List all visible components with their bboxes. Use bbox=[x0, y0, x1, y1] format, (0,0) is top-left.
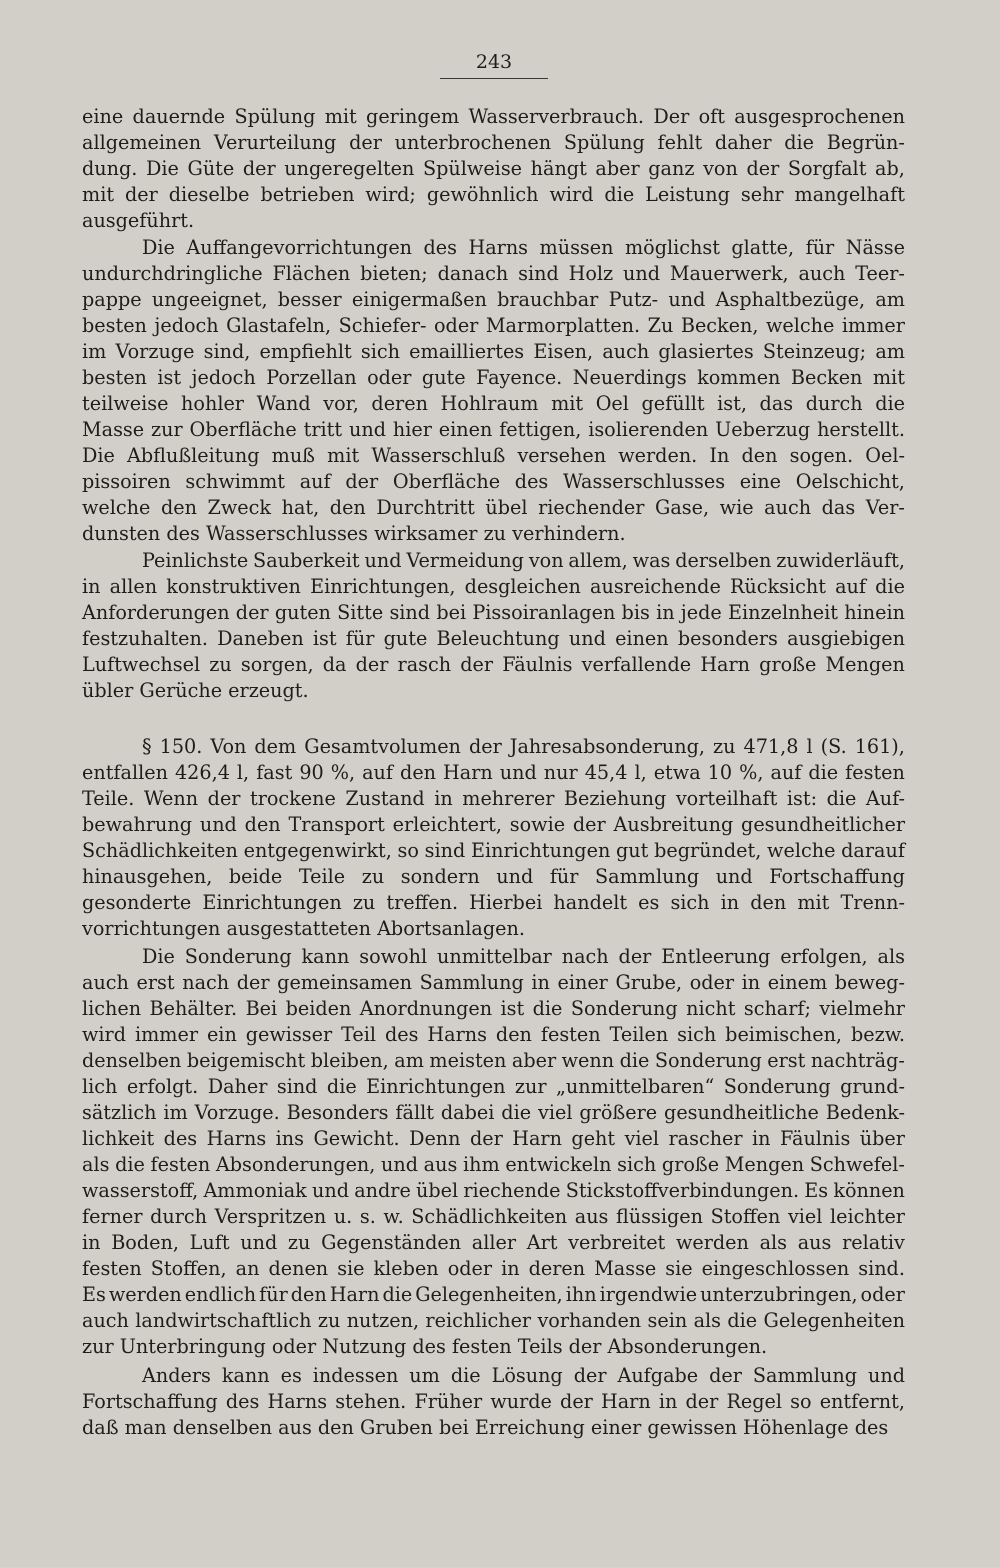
text-line: ferner durch Verspritzen u. s. w. Schädlichkeiten aus flüssigen Stoffen viel leichter bbox=[82, 1205, 905, 1228]
page-number: 243 bbox=[475, 51, 513, 73]
text-line: sätzlich im Vorzuge. Besonders fällt dabei die viel größere gesundheitliche Bedenk- bbox=[82, 1101, 905, 1124]
text-line: Die Abflußleitung muß mit Wasserschluß versehen werden. In den sogen. Oel- bbox=[82, 444, 905, 467]
text-line: teilweise hohler Wand vor, deren Hohlraum mit Oel gefüllt ist, das durch die bbox=[82, 392, 905, 415]
text-line: entfallen 426,4 l, fast 90 %, auf den Harn und nur 45,4 l, etwa 10 %, auf die festen bbox=[82, 761, 905, 784]
text-line: in Boden, Luft und zu Gegenständen aller Art verbreitet werden als aus relativ bbox=[82, 1231, 905, 1254]
text-line: Masse zur Oberfläche tritt und hier einen fettigen, isolierenden Ueberzug herstellt. bbox=[82, 418, 905, 441]
text-line: wird immer ein gewisser Teil des Harns den festen Teilen sich beimischen, bezw. bbox=[82, 1023, 905, 1046]
text-line: lichen Behälter. Bei beiden Anordnungen ist die Sonderung nicht scharf; vielmehr bbox=[82, 997, 905, 1020]
paragraph bbox=[82, 944, 905, 1360]
text-line: Die Auffangevorrichtungen des Harns müssen möglichst glatte, für Nässe bbox=[142, 236, 905, 259]
text-line: daß man denselben aus den Gruben bei Erreichung einer gewissen Höhenlage des bbox=[82, 1416, 889, 1439]
text-line: lichkeit des Harns ins Gewicht. Denn der Harn geht viel rascher in Fäulnis über bbox=[82, 1127, 905, 1150]
text-line: dunsten des Wasserschlusses wirksamer zu verhindern. bbox=[82, 522, 626, 545]
page-number-rule bbox=[440, 78, 548, 79]
text-line: pappe ungeeignet, besser einigermaßen brauchbar Putz- und Asphaltbezüge, am bbox=[82, 288, 905, 311]
paragraph bbox=[82, 734, 905, 942]
paragraph bbox=[82, 548, 905, 704]
text-line: gesonderte Einrichtungen zu treffen. Hierbei handelt es sich in den mit Trenn- bbox=[82, 891, 905, 914]
text-line: welche den Zweck hat, den Durchtritt übel riechender Gase, wie auch das Ver- bbox=[82, 496, 905, 519]
text-line: § 150. Von dem Gesamtvolumen der Jahresabsonderung, zu 471,8 l (S. 161), bbox=[142, 735, 905, 758]
text-line: Anders kann es indessen um die Lösung der Aufgabe der Sammlung und bbox=[142, 1364, 905, 1387]
paragraph bbox=[82, 235, 905, 547]
text-line: in allen konstruktiven Einrichtungen, desgleichen ausreichende Rücksicht auf die bbox=[82, 575, 905, 598]
text-line: bewahrung und den Transport erleichtert, sowie der Ausbreitung gesundheitlicher bbox=[82, 813, 905, 836]
text-line: zur Unterbringung oder Nutzung des festen Teils der Absonderungen. bbox=[82, 1335, 768, 1358]
text-line: besten ist jedoch Porzellan oder gute Fayence. Neuerdings kommen Becken mit bbox=[82, 366, 905, 389]
text-line: wasserstoff, Ammoniak und andre übel riechende Stickstoffverbindungen. Es können bbox=[82, 1179, 905, 1202]
text-line: Schädlichkeiten entgegenwirkt, so sind Einrichtungen gut begründet, welche darauf bbox=[82, 839, 905, 862]
text-line: denselben beigemischt bleiben, am meisten aber wenn die Sonderung erst nachträg- bbox=[82, 1049, 905, 1072]
text-line: Anforderungen der guten Sitte sind bei Pissoiranlagen bis in jede Einzelnheit hinein bbox=[82, 601, 905, 624]
text-line: auch erst nach der gemeinsamen Sammlung in einer Grube, oder in einem beweg- bbox=[82, 971, 905, 994]
text-line: lich erfolgt. Daher sind die Einrichtungen zur „unmittelbaren“ Sonderung grund- bbox=[82, 1075, 905, 1098]
text-line: Fortschaffung des Harns stehen. Früher wurde der Harn in der Regel so entfernt, bbox=[82, 1390, 905, 1413]
text-line: Die Sonderung kann sowohl unmittelbar nach der Entleerung erfolgen, als bbox=[142, 945, 905, 968]
text-line: auch landwirtschaftlich zu nutzen, reichlicher vorhanden sein als die Gelegenheiten bbox=[82, 1309, 905, 1332]
text-line: hinausgehen, beide Teile zu sondern und für Sammlung und Fortschaffung bbox=[82, 865, 905, 888]
text-line: ausgeführt. bbox=[82, 209, 195, 232]
text-line: Es werden endlich für den Harn die Gelegenheiten, ihn irgendwie unterzubringen, oder bbox=[82, 1283, 905, 1306]
text-line: Peinlichste Sauberkeit und Vermeidung von allem, was derselben zuwiderläuft, bbox=[142, 549, 905, 572]
text-line: mit der dieselbe betrieben wird; gewöhnlich wird die Leistung sehr mangelhaft bbox=[82, 183, 905, 206]
text-line: als die festen Absonderungen, und aus ihm entwickeln sich große Mengen Schwefel- bbox=[82, 1153, 905, 1176]
text-line: im Vorzuge sind, empfiehlt sich emailliertes Eisen, auch glasiertes Steinzeug; am bbox=[82, 340, 905, 363]
text-line: undurchdringliche Flächen bieten; danach sind Holz und Mauerwerk, auch Teer- bbox=[82, 262, 905, 285]
text-line: Luftwechsel zu sorgen, da der rasch der Fäulnis verfallende Harn große Mengen bbox=[82, 653, 905, 676]
text-line: dung. Die Güte der ungeregelten Spülweise hängt aber ganz von der Sorgfalt ab, bbox=[82, 157, 905, 180]
text-line: übler Gerüche erzeugt. bbox=[82, 679, 309, 702]
text-line: eine dauernde Spülung mit geringem Wasserverbrauch. Der oft ausgesprochenen bbox=[82, 105, 905, 128]
text-line: vorrichtungen ausgestatteten Abortsanlagen. bbox=[82, 917, 525, 940]
text-line: festzuhalten. Daneben ist für gute Beleuchtung und einen besonders ausgiebigen bbox=[82, 627, 905, 650]
text-line: Teile. Wenn der trockene Zustand in mehrerer Beziehung vorteilhaft ist: die Auf- bbox=[82, 787, 905, 810]
text-line: pissoiren schwimmt auf der Oberfläche des Wasserschlusses eine Oelschicht, bbox=[82, 470, 905, 493]
text-line: festen Stoffen, an denen sie kleben oder in deren Masse sie eingeschlossen sind. bbox=[82, 1257, 905, 1280]
paragraph bbox=[82, 1363, 905, 1441]
text-line: besten jedoch Glastafeln, Schiefer- oder Marmorplatten. Zu Becken, welche immer bbox=[82, 314, 905, 337]
text-line: allgemeinen Verurteilung der unterbrochenen Spülung fehlt daher die Begrün- bbox=[82, 131, 905, 154]
paragraph bbox=[82, 104, 905, 234]
